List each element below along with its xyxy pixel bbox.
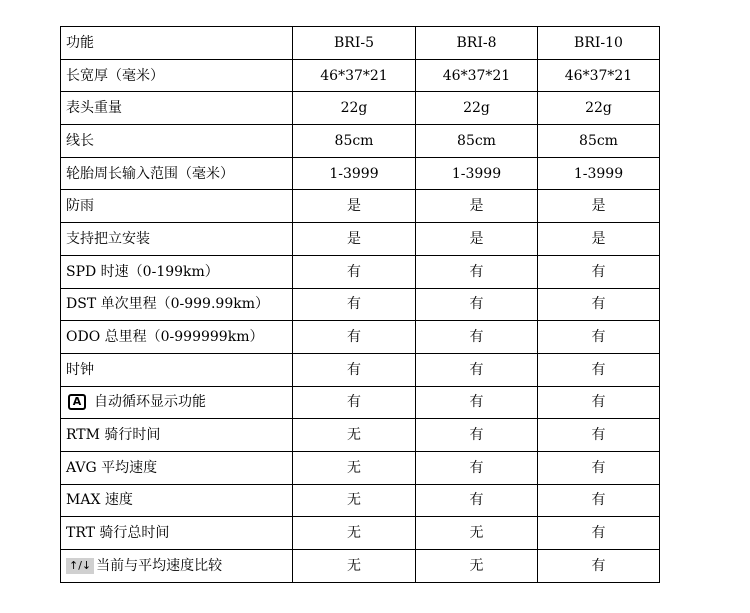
value-bri10: 有 xyxy=(538,517,660,550)
feature-label: 时钟 xyxy=(66,361,94,378)
feature-label: TRT 骑行总时间 xyxy=(66,525,170,542)
table-row xyxy=(61,451,660,484)
value-bri5: 无 xyxy=(293,419,416,452)
value-bri10: 1-3999 xyxy=(538,157,660,190)
header-model-bri10: BRI-10 xyxy=(538,27,660,60)
header-model-bri8: BRI-8 xyxy=(416,27,538,60)
table-row xyxy=(61,125,660,158)
table-row xyxy=(61,353,660,386)
value-bri5: 46*37*21 xyxy=(293,59,416,92)
value-bri10: 有 xyxy=(538,353,660,386)
up-down-arrows-icon: ↑/↓ xyxy=(66,558,94,574)
value-bri5: 1-3999 xyxy=(293,157,416,190)
value-bri10: 有 xyxy=(538,255,660,288)
table-row xyxy=(61,255,660,288)
value-bri10: 有 xyxy=(538,288,660,321)
value-bri8: 有 xyxy=(416,288,538,321)
value-bri8: 无 xyxy=(416,550,538,583)
value-bri5: 22g xyxy=(293,92,416,125)
feature-label: DST 单次里程（0-999.99km） xyxy=(66,296,269,313)
value-bri5: 无 xyxy=(293,550,416,583)
table-row xyxy=(61,484,660,517)
feature-cell xyxy=(61,550,293,583)
value-bri10: 46*37*21 xyxy=(538,59,660,92)
feature-cell xyxy=(61,255,293,288)
table-header-row xyxy=(61,27,660,60)
feature-label: 自动循环显示功能 xyxy=(94,394,206,411)
value-bri5: 是 xyxy=(293,223,416,256)
feature-label: 表头重量 xyxy=(66,100,122,117)
feature-label: SPD 时速（0-199km） xyxy=(66,263,219,280)
value-bri5: 85cm xyxy=(293,125,416,158)
feature-cell xyxy=(61,125,293,158)
header-model-bri5: BRI-5 xyxy=(293,27,416,60)
value-bri8: 有 xyxy=(416,386,538,419)
table-row xyxy=(61,386,660,419)
value-bri10: 有 xyxy=(538,386,660,419)
value-bri8: 有 xyxy=(416,255,538,288)
value-bri8: 是 xyxy=(416,223,538,256)
feature-label: 当前与平均速度比较 xyxy=(96,557,223,574)
feature-cell xyxy=(61,190,293,223)
feature-label: 线长 xyxy=(66,132,94,149)
value-bri8: 无 xyxy=(416,517,538,550)
value-bri8: 有 xyxy=(416,353,538,386)
value-bri10: 是 xyxy=(538,223,660,256)
value-bri5: 有 xyxy=(293,386,416,419)
feature-cell xyxy=(61,59,293,92)
value-bri8: 85cm xyxy=(416,125,538,158)
value-bri8: 有 xyxy=(416,451,538,484)
feature-label: AVG 平均速度 xyxy=(66,459,158,476)
value-bri8: 46*37*21 xyxy=(416,59,538,92)
value-bri5: 有 xyxy=(293,255,416,288)
value-bri5: 无 xyxy=(293,484,416,517)
value-bri5: 是 xyxy=(293,190,416,223)
table-row xyxy=(61,288,660,321)
value-bri8: 有 xyxy=(416,321,538,354)
table-row xyxy=(61,157,660,190)
feature-cell xyxy=(61,484,293,517)
value-bri10: 是 xyxy=(538,190,660,223)
feature-cell xyxy=(61,419,293,452)
feature-label: ODO 总里程（0-999999km） xyxy=(66,329,264,346)
table-row xyxy=(61,550,660,583)
auto-cycle-icon: A xyxy=(68,394,86,410)
table-row xyxy=(61,517,660,550)
feature-label: 支持把立安装 xyxy=(66,230,150,247)
feature-label: 轮胎周长输入范围（毫米） xyxy=(66,165,234,182)
value-bri10: 85cm xyxy=(538,125,660,158)
table-row xyxy=(61,419,660,452)
feature-cell xyxy=(61,157,293,190)
table-row xyxy=(61,59,660,92)
feature-label: 防雨 xyxy=(66,198,94,215)
feature-cell xyxy=(61,386,293,419)
feature-cell xyxy=(61,353,293,386)
feature-cell xyxy=(61,517,293,550)
value-bri5: 无 xyxy=(293,451,416,484)
feature-cell xyxy=(61,223,293,256)
feature-cell xyxy=(61,451,293,484)
value-bri10: 22g xyxy=(538,92,660,125)
value-bri10: 有 xyxy=(538,321,660,354)
value-bri10: 有 xyxy=(538,419,660,452)
header-feature: 功能 xyxy=(61,27,293,60)
feature-cell xyxy=(61,321,293,354)
feature-label: 长宽厚（毫米） xyxy=(66,67,164,84)
value-bri5: 有 xyxy=(293,353,416,386)
value-bri8: 有 xyxy=(416,419,538,452)
value-bri5: 有 xyxy=(293,288,416,321)
spec-comparison-table xyxy=(60,26,660,583)
value-bri5: 有 xyxy=(293,321,416,354)
table-row xyxy=(61,92,660,125)
value-bri10: 有 xyxy=(538,484,660,517)
feature-label: RTM 骑行时间 xyxy=(66,427,161,444)
value-bri5: 无 xyxy=(293,517,416,550)
table-row xyxy=(61,321,660,354)
value-bri8: 有 xyxy=(416,484,538,517)
table-row xyxy=(61,190,660,223)
value-bri10: 有 xyxy=(538,451,660,484)
feature-label: MAX 速度 xyxy=(66,492,133,509)
value-bri8: 22g xyxy=(416,92,538,125)
table-row xyxy=(61,223,660,256)
feature-cell xyxy=(61,92,293,125)
value-bri8: 是 xyxy=(416,190,538,223)
feature-cell xyxy=(61,288,293,321)
value-bri10: 有 xyxy=(538,550,660,583)
value-bri8: 1-3999 xyxy=(416,157,538,190)
